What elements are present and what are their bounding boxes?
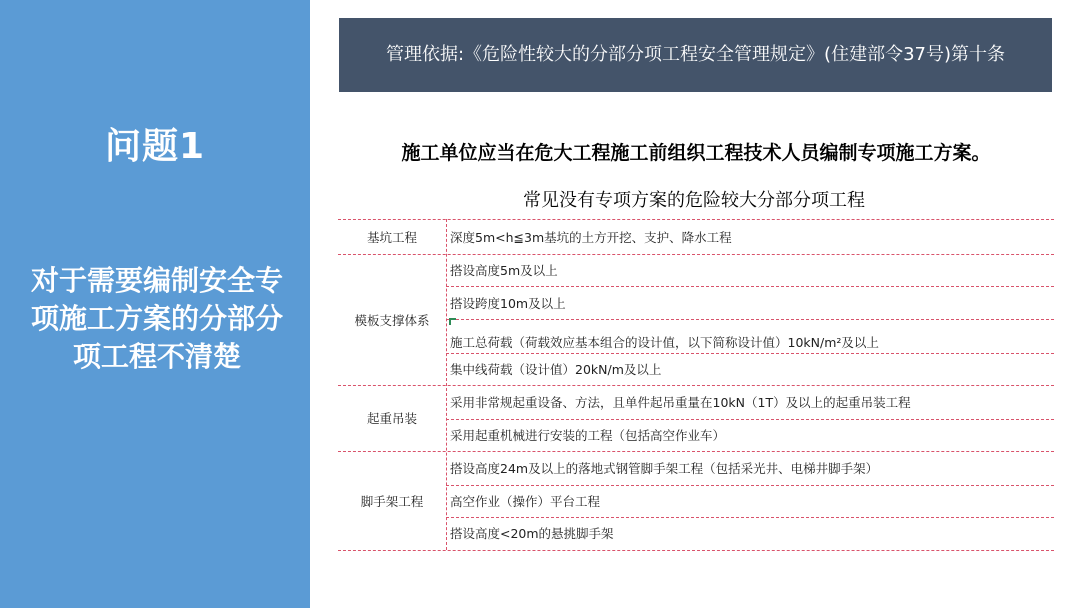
- category-cell: 模板支撑体系: [354, 313, 430, 328]
- table-line: [446, 353, 1054, 354]
- category-cell: 脚手架工程: [360, 494, 424, 509]
- table-line: [338, 550, 1054, 551]
- question-title: 问题1: [104, 126, 206, 167]
- project-table: [338, 219, 1054, 551]
- item-cell: 集中线荷载（设计值）20kN/m及以上: [450, 362, 662, 377]
- regulation-banner: 管理依据:《危险性较大的分部分项工程安全管理规定》(住建部令37号)第十条: [339, 18, 1052, 92]
- item-cell: 采用非常规起重设备、方法，且单件起吊重量在10kN（1T）及以上的起重吊装工程: [450, 395, 911, 410]
- cell-marker: [449, 318, 456, 325]
- item-cell: 搭设高度<20m的悬挑脚手架: [450, 526, 614, 541]
- table-title: 常见没有专项方案的危险较大分部分项工程: [523, 190, 865, 211]
- table-line: [446, 419, 1054, 420]
- category-cell: 基坑工程: [366, 230, 417, 245]
- table-line: [446, 319, 1054, 320]
- table-divider: [446, 219, 447, 550]
- item-cell: 采用起重机械进行安装的工程（包括高空作业车）: [450, 428, 726, 443]
- table-line: [446, 485, 1054, 486]
- item-cell: 搭设跨度10m及以上: [450, 296, 566, 311]
- requirement-statement: 施工单位应当在危大工程施工前组织工程技术人员编制专项施工方案。: [401, 142, 991, 164]
- item-cell: 高空作业（操作）平台工程: [450, 494, 601, 509]
- item-cell: 深度5m<h≦3m基坑的土方开挖、支护、降水工程: [450, 230, 732, 245]
- item-cell: 搭设高度24m及以上的落地式钢管脚手架工程（包括采光井、电梯井脚手架）: [450, 461, 879, 476]
- table-line: [446, 286, 1054, 287]
- item-cell: 施工总荷载（荷载效应基本组合的设计值，以下简称设计值）10kN/m²及以上: [450, 335, 879, 350]
- table-line: [446, 517, 1054, 518]
- category-cell: 起重吊装: [366, 411, 417, 426]
- question-description: 对于需要编制安全专项施工方案的分部分项工程不清楚: [30, 264, 283, 373]
- item-cell: 搭设高度5m及以上: [450, 263, 558, 278]
- left-panel: [0, 0, 310, 608]
